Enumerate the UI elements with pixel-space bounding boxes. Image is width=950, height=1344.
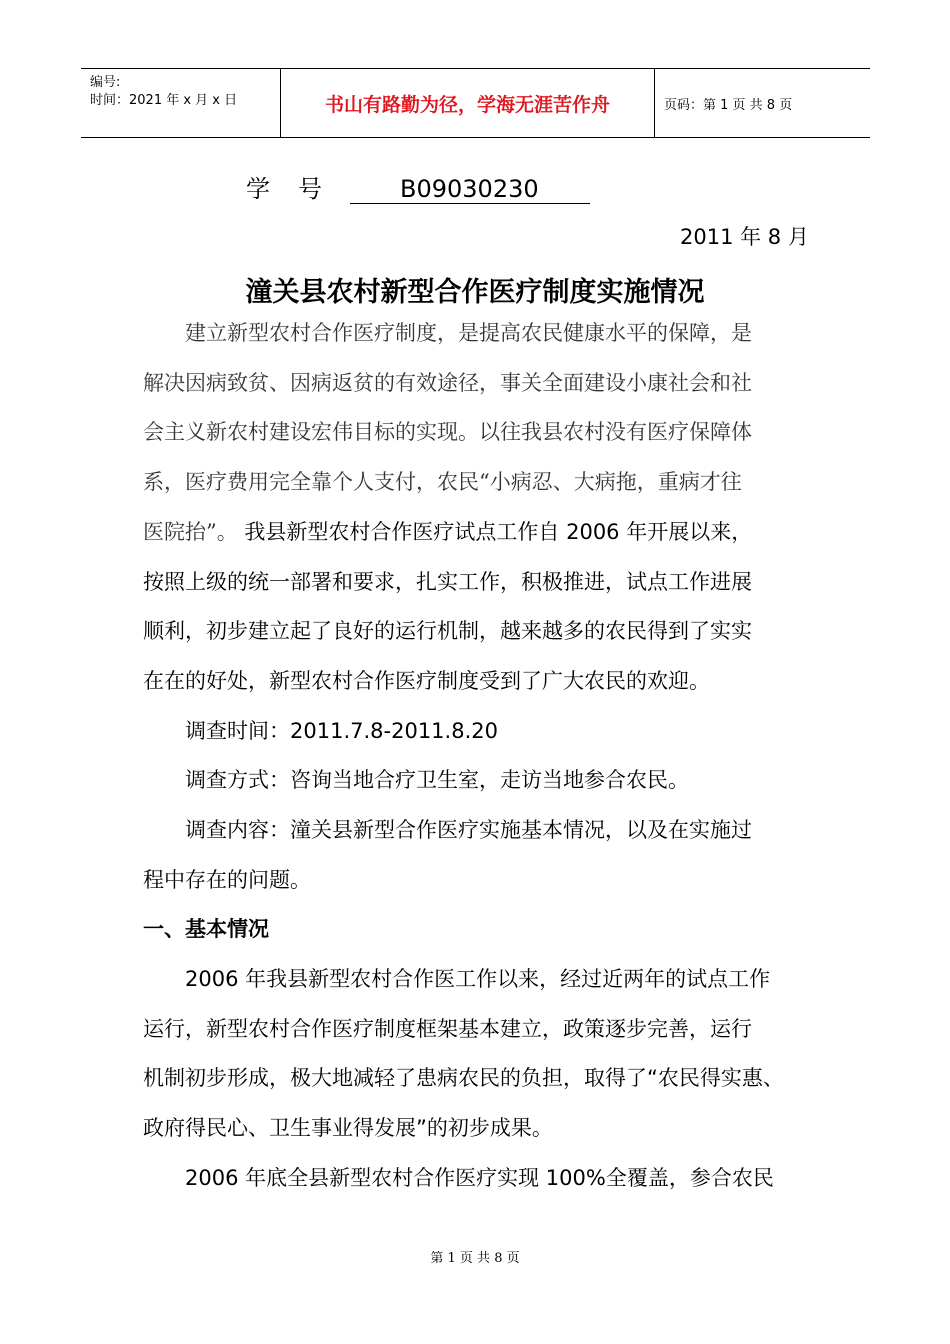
- text-line: 会主义新农村建设宏伟目标的实现。以往我县农村没有医疗保障体: [143, 420, 752, 445]
- section-heading: 一、基本情况: [143, 917, 269, 941]
- student-id-value: B09030230: [350, 175, 590, 204]
- header-motto: 书山有路勤为径，学海无涯苦作舟: [281, 69, 655, 137]
- text-line: 顺利，初步建立起了良好的运行机制，越来越多的农民得到了实实: [143, 619, 752, 644]
- text-line: [143, 508, 808, 558]
- header-meta: [81, 69, 281, 137]
- text-line: 建立新型农村合作医疗制度，是提高农民健康水平的保障，是: [143, 321, 752, 345]
- text-line: 程中存在的问题。: [143, 867, 311, 892]
- page-footer: 第 1 页 共 8 页: [430, 1251, 520, 1266]
- text-line: 调查内容：潼关县新型合作医疗实施基本情况，以及在实施过: [143, 818, 752, 843]
- text-line: 2006 年我县新型农村合作医工作以来，经过近两年的试点工作: [143, 967, 771, 991]
- text-line: 系，医疗费用完全靠个人支付，农民“小病忍、大病拖，重病才往: [143, 470, 742, 495]
- text-line: 调查时间：2011.7.8-2011.8.20: [143, 718, 498, 743]
- student-id-label: 学号: [246, 175, 350, 203]
- text-line: 机制初步形成，极大地减轻了患病农民的负担，取得了“农民得实惠、: [143, 1066, 784, 1091]
- page-header: [81, 68, 870, 138]
- text-fragment: 医院抬”。: [143, 519, 238, 544]
- text-line: 在在的好处，新型农村合作医疗制度受到了广大农民的欢迎。: [143, 668, 710, 693]
- text-line: 运行，新型农村合作医疗制度框架基本建立，政策逐步完善，运行: [143, 1016, 752, 1041]
- text-line: 按照上级的统一部署和要求，扎实工作，积极推进，试点工作进展: [143, 569, 752, 594]
- text-line: 调查方式：咨询当地合疗卫生室，走访当地参合农民。: [143, 768, 689, 793]
- text-line: 政府得民心、卫生事业得发展”的初步成果。: [143, 1116, 553, 1141]
- text-line: 解决因病致贫、因病返贫的有效途径，事关全面建设小康社会和社: [143, 370, 752, 395]
- number-label: 编号:: [90, 75, 121, 90]
- student-id-line: [246, 169, 590, 204]
- section1-paragraph: [143, 955, 808, 1204]
- text-line: 2006 年底全县新型农村合作医疗实现 100%全覆盖，参合农民: [143, 1165, 774, 1190]
- time-label: 时间：2021 年 x 月 x 日: [90, 93, 238, 108]
- document-title: 潼关县农村新型合作医疗制度实施情况: [245, 277, 705, 308]
- header-page-info: 页码：第 1 页 共 8 页: [664, 97, 793, 113]
- text-fragment: 我县新型农村合作医疗试点工作自 2006 年开展以来，: [237, 519, 753, 544]
- intro-paragraph: [143, 309, 808, 905]
- report-date: 2011 年 8 月: [680, 225, 809, 249]
